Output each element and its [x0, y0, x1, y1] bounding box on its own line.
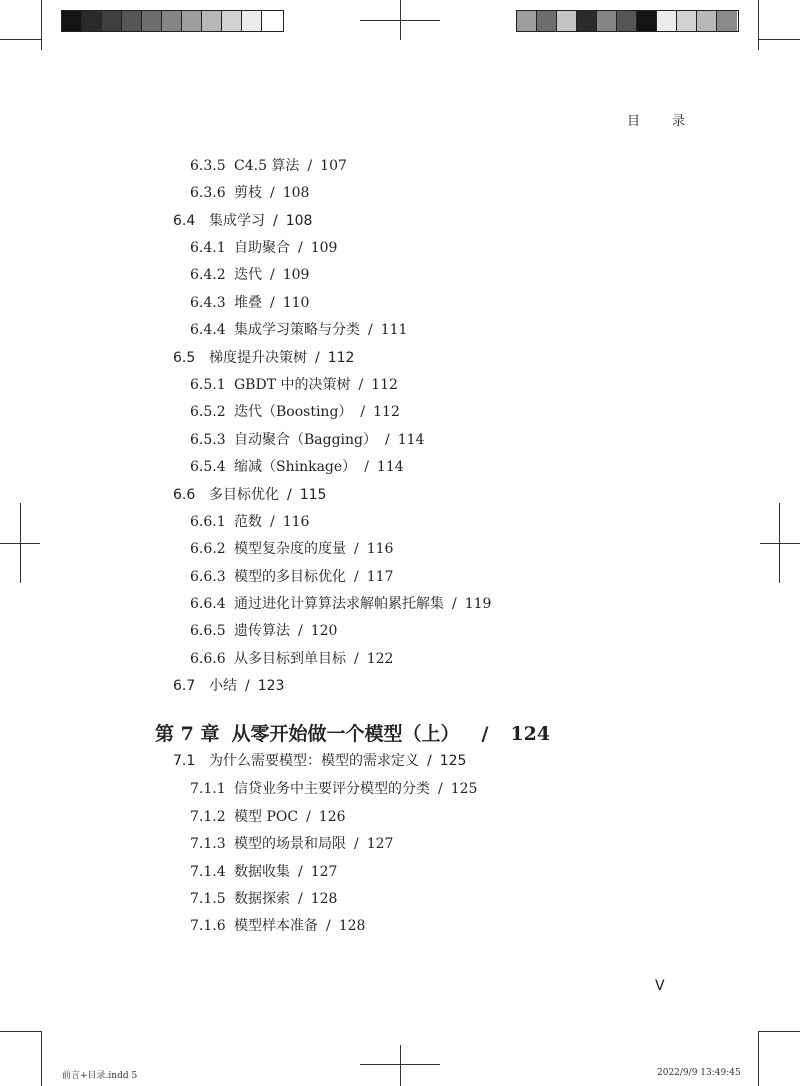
- toc-title: 集成学习: [209, 213, 265, 229]
- toc-page: 128: [338, 918, 366, 934]
- toc-title: 数据收集: [234, 864, 290, 880]
- color-swatch: [597, 11, 617, 31]
- toc-title: 遗传算法: [234, 623, 290, 639]
- crop-mark: [0, 1031, 41, 1032]
- toc-subsection: [190, 915, 365, 935]
- toc-page: 123: [257, 678, 285, 694]
- color-swatch: [242, 11, 262, 31]
- toc-separator: /: [326, 918, 331, 934]
- crop-mark: [0, 39, 41, 40]
- toc-number: 6.7: [173, 678, 196, 694]
- toc-title: 自助聚合: [234, 240, 290, 256]
- color-swatch: [262, 11, 282, 31]
- toc-section: [173, 750, 466, 770]
- toc-subsection: [190, 319, 407, 339]
- toc-title: GBDT 中的决策树: [234, 377, 351, 393]
- toc-number: 6.6.3: [190, 569, 226, 585]
- toc-separator: /: [298, 240, 303, 256]
- toc-page: 114: [376, 459, 404, 475]
- color-swatch: [122, 11, 142, 31]
- toc-number: 6.4.2: [190, 267, 226, 283]
- toc-number: 6.4.4: [190, 322, 226, 338]
- crop-mark: [758, 1031, 800, 1032]
- toc-title: 堆叠: [234, 295, 262, 311]
- toc-separator: /: [354, 836, 359, 852]
- color-swatch: [657, 11, 677, 31]
- toc-subsection: [190, 620, 337, 640]
- toc-title: 缩减（Shinkage）: [234, 459, 357, 475]
- toc-separator: /: [385, 432, 390, 448]
- toc-page: 117: [366, 569, 394, 585]
- toc-title: 数据探索: [234, 891, 290, 907]
- toc-number: 7.1: [173, 753, 196, 769]
- toc-separator: /: [364, 459, 369, 475]
- toc-subsection: [190, 778, 477, 798]
- toc-number: 7.1.6: [190, 918, 226, 934]
- toc-title: 模型的场景和局限: [234, 836, 346, 852]
- toc-separator: /: [315, 350, 320, 366]
- toc-subsection: [190, 861, 337, 881]
- toc-separator: /: [452, 596, 457, 612]
- toc-title: 为什么需要模型：模型的需求定义: [209, 753, 419, 769]
- toc-page: 116: [282, 514, 310, 530]
- toc-number: 7.1.4: [190, 864, 226, 880]
- toc-separator: /: [245, 678, 250, 694]
- registration-mark: [20, 503, 21, 583]
- toc-separator: /: [270, 267, 275, 283]
- toc-page: 108: [282, 185, 310, 201]
- toc-subsection: [190, 182, 309, 202]
- toc-number: 6.6.4: [190, 596, 226, 612]
- toc-page: 111: [380, 322, 408, 338]
- toc-page: 122: [366, 651, 394, 667]
- registration-mark: [779, 503, 780, 583]
- color-swatch: [202, 11, 222, 31]
- toc-separator: /: [368, 322, 373, 338]
- toc-subsection: [190, 401, 400, 421]
- toc-subsection: [190, 456, 404, 476]
- slug-file: 前言+目录.indd 5: [62, 1071, 138, 1081]
- color-swatch: [637, 11, 657, 31]
- color-swatch: [142, 11, 162, 31]
- toc-number: 6.4.1: [190, 240, 226, 256]
- toc-title: 小结: [209, 678, 237, 694]
- toc-number: 6.6.2: [190, 541, 226, 557]
- toc-page: 108: [285, 213, 313, 229]
- color-swatch: [697, 11, 717, 31]
- toc-separator: /: [273, 213, 278, 229]
- toc-title: 模型样本准备: [234, 918, 318, 934]
- toc-page: 107: [320, 158, 347, 174]
- toc-number: 6.6.1: [190, 514, 226, 530]
- toc-page: 109: [310, 240, 338, 256]
- color-swatch: [182, 11, 202, 31]
- color-swatch: [162, 11, 182, 31]
- toc-separator: /: [306, 809, 311, 825]
- toc-subsection: [190, 833, 393, 853]
- toc-number: 6.3.6: [190, 185, 226, 201]
- toc-subsection: [190, 429, 424, 449]
- registration-mark: [400, 1045, 401, 1086]
- toc-title: 多目标优化: [209, 487, 279, 503]
- toc-page: 119: [464, 596, 492, 612]
- toc-separator: /: [360, 404, 366, 420]
- toc-separator: /: [270, 514, 275, 530]
- toc-title: C4.5 算法: [234, 158, 300, 174]
- color-swatch: [62, 11, 82, 31]
- toc-page: 120: [310, 623, 338, 639]
- toc-subsection: [190, 511, 309, 531]
- color-swatch: [222, 11, 242, 31]
- toc-title: 迭代: [234, 267, 262, 283]
- color-swatch: [577, 11, 597, 31]
- toc-page: 127: [310, 864, 338, 880]
- toc-number: 6.5.2: [190, 404, 226, 420]
- slug-timestamp: 2022/9/9 13:49:45: [657, 1068, 741, 1078]
- toc-subsection: [190, 374, 398, 394]
- toc-subsection: [190, 538, 393, 558]
- crop-mark: [41, 0, 42, 50]
- color-swatch: [617, 11, 637, 31]
- toc-separator: /: [307, 158, 313, 174]
- toc-separator: /: [298, 623, 303, 639]
- toc-subsection: [190, 155, 347, 175]
- toc-section: [173, 675, 284, 695]
- toc-number: 第 7 章: [155, 723, 220, 745]
- toc-number: 6.6.6: [190, 651, 226, 667]
- toc-title: 模型的多目标优化: [234, 569, 346, 585]
- toc-separator: /: [481, 723, 489, 745]
- page-number: V: [655, 978, 665, 994]
- color-swatch: [717, 11, 737, 31]
- toc-title: 通过进化计算算法求解帕累托解集: [234, 596, 444, 612]
- toc-page: 125: [450, 781, 478, 797]
- color-bar-right: [516, 10, 739, 32]
- color-swatch: [677, 11, 697, 31]
- toc-title: 模型 POC: [234, 809, 299, 825]
- toc-separator: /: [270, 185, 275, 201]
- toc-separator: /: [298, 864, 303, 880]
- toc-title: 模型复杂度的度量: [234, 541, 346, 557]
- toc-number: 7.1.5: [190, 891, 226, 907]
- color-swatch: [557, 11, 577, 31]
- toc-page: 114: [397, 432, 425, 448]
- toc-subsection: [190, 292, 309, 312]
- toc-separator: /: [354, 541, 359, 557]
- crop-mark: [758, 0, 759, 50]
- toc-separator: /: [358, 377, 364, 393]
- toc-page: 128: [310, 891, 338, 907]
- toc-separator: /: [354, 651, 359, 667]
- toc-number: 6.3.5: [190, 158, 226, 174]
- toc-subsection: [190, 888, 337, 908]
- toc-page: 112: [327, 350, 355, 366]
- color-swatch: [537, 11, 557, 31]
- toc-subsection: [190, 566, 393, 586]
- toc-subsection: [190, 237, 337, 257]
- toc-section: [173, 484, 326, 504]
- running-header: 目 录: [627, 114, 700, 129]
- toc-title: 集成学习策略与分类: [234, 322, 360, 338]
- color-swatch: [102, 11, 122, 31]
- color-swatch: [517, 11, 537, 31]
- toc-separator: /: [298, 891, 303, 907]
- toc-chapter: [155, 719, 550, 746]
- crop-mark: [758, 39, 800, 40]
- registration-mark: [760, 543, 800, 544]
- toc-number: 7.1.2: [190, 809, 226, 825]
- toc-subsection: [190, 264, 309, 284]
- toc-page: 110: [282, 295, 310, 311]
- toc-separator: /: [287, 487, 292, 503]
- crop-mark: [758, 1031, 759, 1086]
- toc-title: 梯度提升决策树: [209, 350, 307, 366]
- toc-title: 自动聚合（Bagging）: [234, 432, 378, 448]
- toc-title: 迭代（Boosting）: [234, 404, 353, 420]
- toc-separator: /: [270, 295, 275, 311]
- toc-section: [173, 210, 312, 230]
- toc-title: 剪枝: [234, 185, 262, 201]
- toc-number: 6.4.3: [190, 295, 226, 311]
- toc-number: 7.1.1: [190, 781, 226, 797]
- toc-number: 7.1.3: [190, 836, 226, 852]
- toc-section: [173, 347, 354, 367]
- toc-page: 115: [299, 487, 327, 503]
- toc-page: 112: [373, 404, 400, 420]
- toc-title: 信贷业务中主要评分模型的分类: [234, 781, 430, 797]
- toc-number: 6.5.4: [190, 459, 226, 475]
- toc-number: 6.5.3: [190, 432, 226, 448]
- toc-separator: /: [354, 569, 359, 585]
- toc-separator: /: [427, 753, 432, 769]
- toc-number: 6.6.5: [190, 623, 226, 639]
- toc-number: 6.5.1: [190, 377, 226, 393]
- toc-subsection: [190, 593, 491, 613]
- toc-number: 6.6: [173, 487, 196, 503]
- toc-title: 从多目标到单目标: [234, 651, 346, 667]
- toc-page: 126: [318, 809, 346, 825]
- toc-page: 116: [366, 541, 394, 557]
- toc-page: 125: [439, 753, 467, 769]
- toc-separator: /: [438, 781, 443, 797]
- toc-page: 112: [371, 377, 398, 393]
- registration-mark: [400, 0, 401, 40]
- crop-mark: [41, 1031, 42, 1086]
- toc-subsection: [190, 648, 393, 668]
- toc-page: 127: [366, 836, 394, 852]
- toc-title: 范数: [234, 514, 262, 530]
- color-bar-left: [61, 10, 284, 32]
- toc-number: 6.5: [173, 350, 196, 366]
- toc-title: 从零开始做一个模型（上）: [231, 723, 460, 745]
- toc-page: 109: [282, 267, 310, 283]
- color-swatch: [82, 11, 102, 31]
- toc-number: 6.4: [173, 213, 196, 229]
- toc-page: 124: [510, 723, 551, 745]
- toc-subsection: [190, 806, 346, 826]
